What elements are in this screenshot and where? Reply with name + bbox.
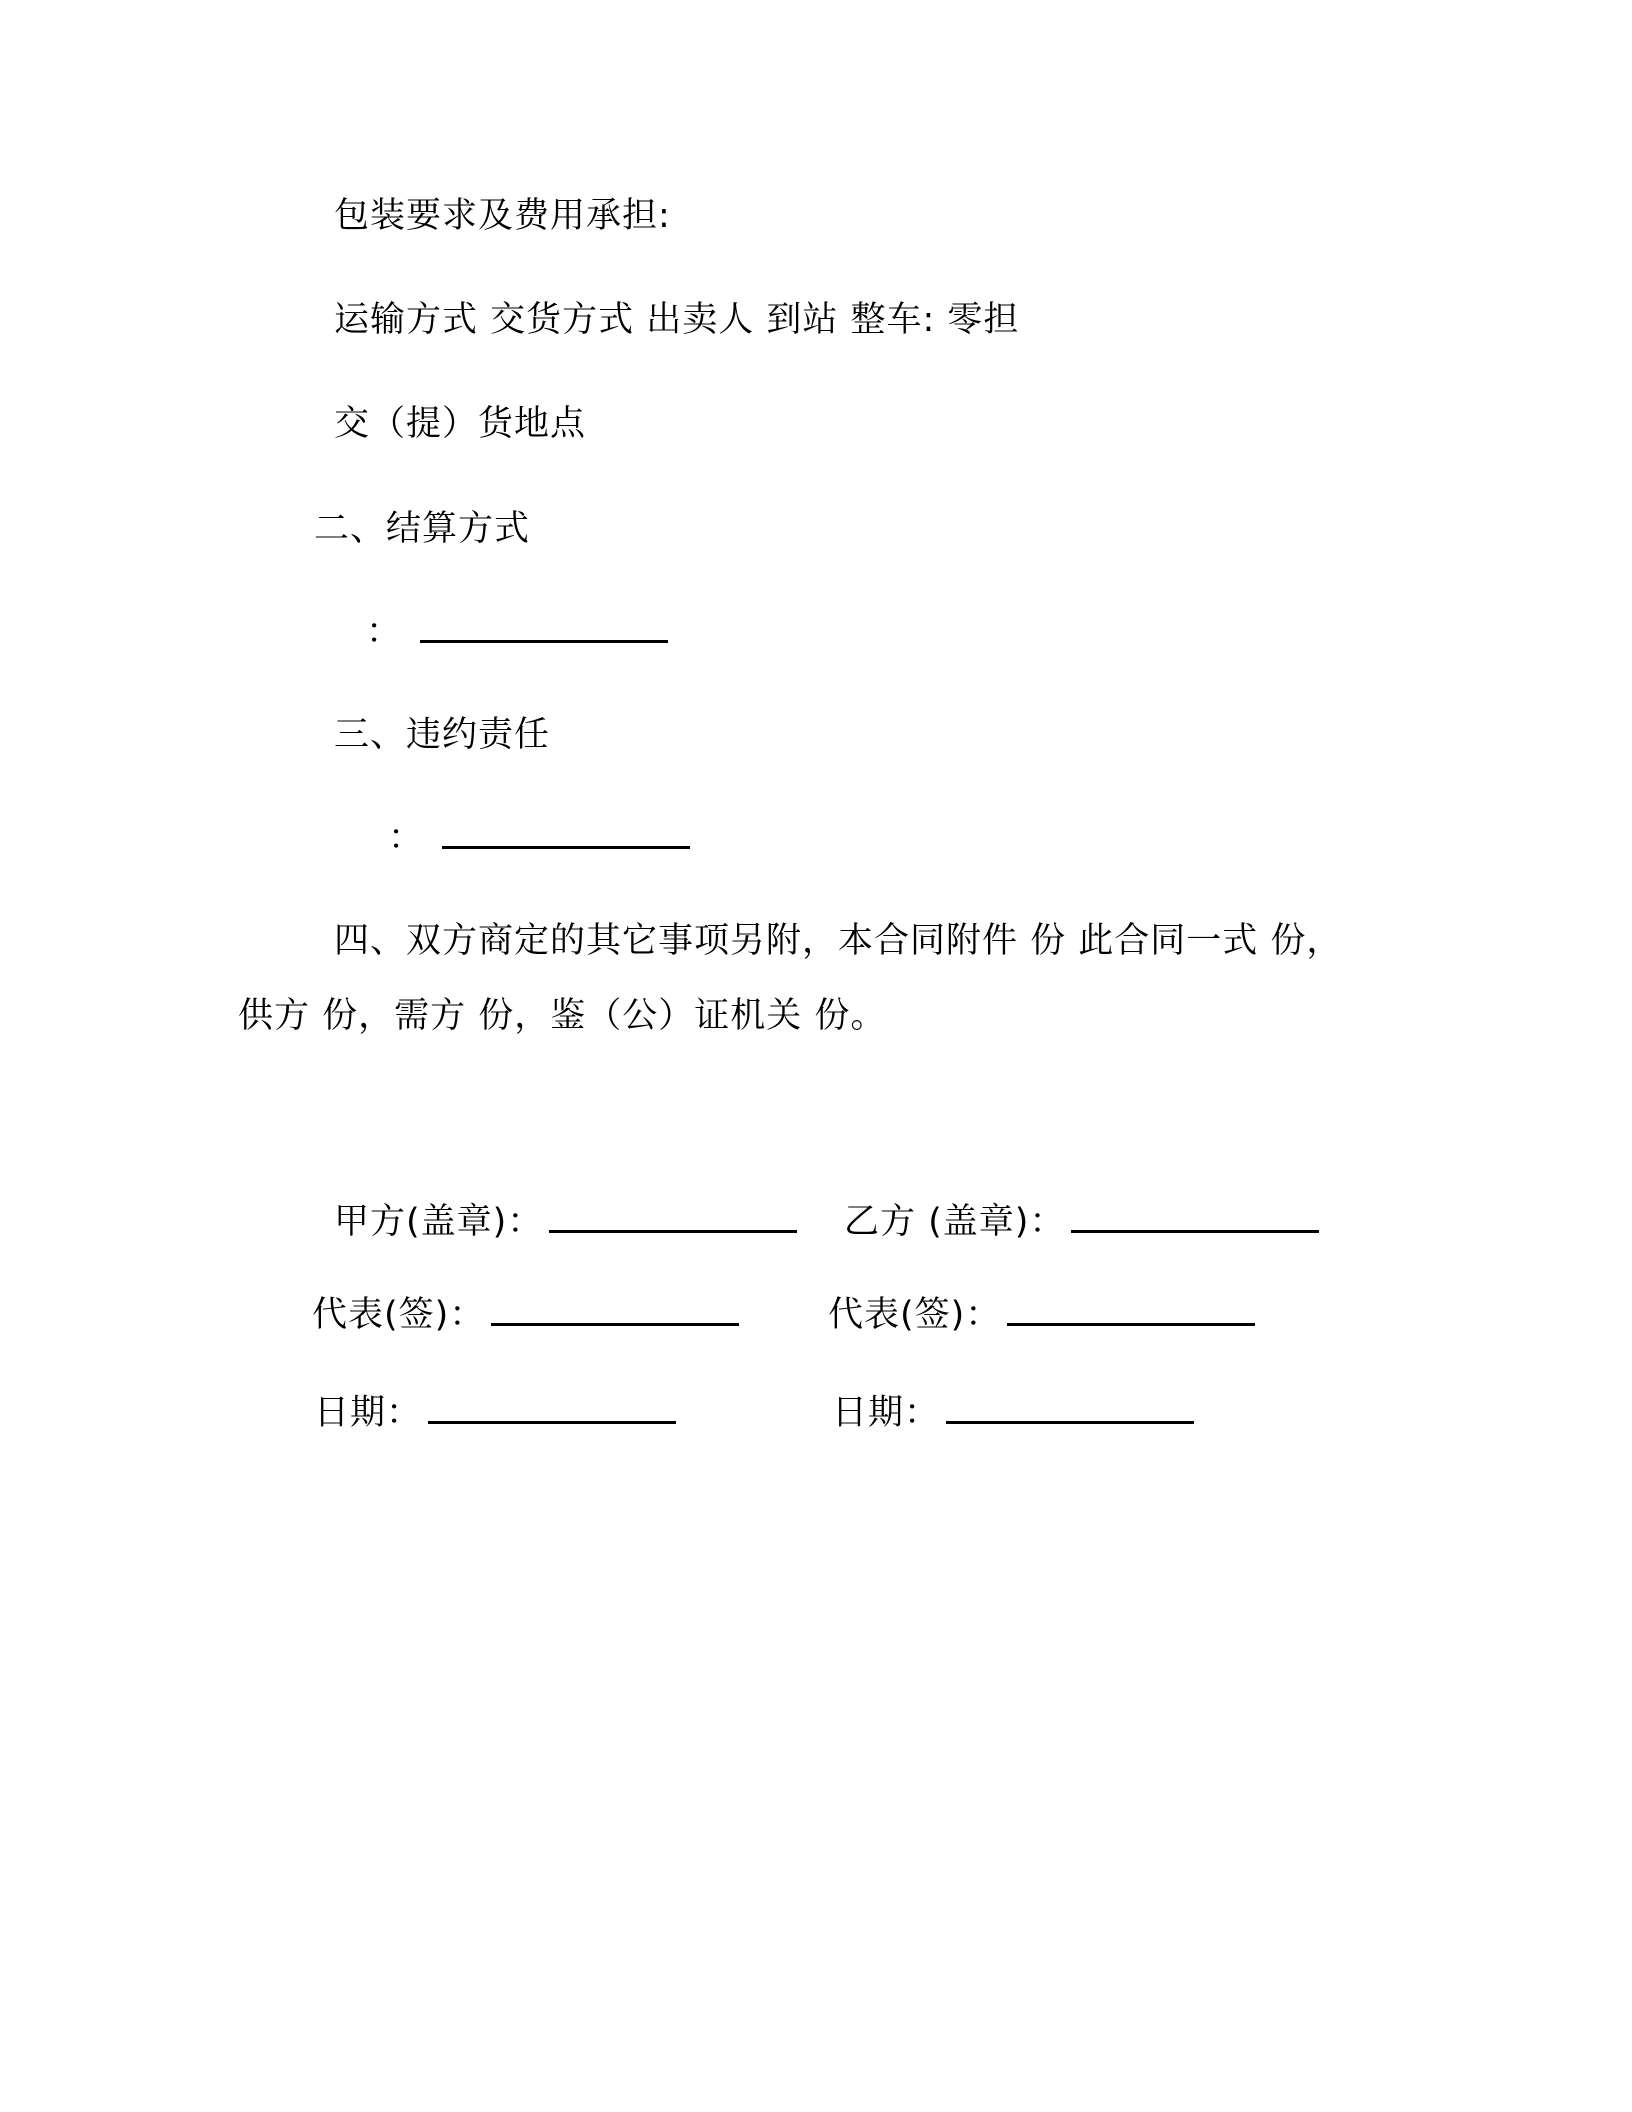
party-b-seal-row bbox=[844, 1200, 1319, 1244]
party-b-seal-label: 乙方 (盖章)： bbox=[844, 1202, 1066, 1242]
section2-title: 二、结算方式 bbox=[314, 509, 531, 549]
packaging-text: 包装要求及费用承担: bbox=[334, 196, 671, 236]
delivery-place-text: 交（提）货地点 bbox=[334, 404, 587, 444]
party-a-date-blank[interactable] bbox=[428, 1391, 676, 1424]
party-b-seal-blank[interactable] bbox=[1071, 1200, 1319, 1233]
party-b-rep-row bbox=[828, 1293, 1255, 1337]
section4-line2 bbox=[238, 994, 886, 1038]
party-a-date-label: 日期： bbox=[314, 1393, 423, 1433]
party-b-rep-blank[interactable] bbox=[1007, 1293, 1255, 1326]
transport-text: 运输方式 交货方式 出卖人 到站 整车: 零担 bbox=[334, 300, 1020, 340]
party-a-rep-label: 代表(签)： bbox=[312, 1295, 486, 1335]
section2-heading bbox=[314, 507, 530, 551]
party-b-date-blank[interactable] bbox=[946, 1391, 1194, 1424]
section3-heading bbox=[334, 713, 550, 757]
section4-text-1: 四、双方商定的其它事项另附，本合同附件 份 此合同一式 份， bbox=[334, 921, 1343, 961]
party-b-date-label: 日期： bbox=[832, 1393, 941, 1433]
section3-colon: ： bbox=[388, 818, 425, 858]
party-a-seal-row bbox=[334, 1200, 797, 1244]
section2-fill-line bbox=[366, 610, 668, 654]
section4-line1 bbox=[334, 919, 1342, 963]
party-a-seal-label: 甲方(盖章)： bbox=[334, 1202, 544, 1242]
section3-title: 三、违约责任 bbox=[334, 715, 551, 755]
party-a-seal-blank[interactable] bbox=[549, 1200, 797, 1233]
settlement-method-blank[interactable] bbox=[420, 610, 668, 643]
breach-liability-blank[interactable] bbox=[442, 816, 690, 849]
transport-line bbox=[334, 298, 1019, 342]
section2-colon: ： bbox=[366, 612, 403, 652]
packaging-line bbox=[334, 194, 671, 238]
party-b-date-row bbox=[832, 1391, 1194, 1435]
section4-text-2: 供方 份，需方 份，鉴（公）证机关 份。 bbox=[238, 996, 887, 1036]
party-b-rep-label: 代表(签)： bbox=[828, 1295, 1002, 1335]
party-a-date-row bbox=[314, 1391, 676, 1435]
party-a-rep-row bbox=[312, 1293, 739, 1337]
section3-fill-line bbox=[388, 816, 690, 860]
delivery-place-line bbox=[334, 402, 586, 446]
party-a-rep-blank[interactable] bbox=[491, 1293, 739, 1326]
